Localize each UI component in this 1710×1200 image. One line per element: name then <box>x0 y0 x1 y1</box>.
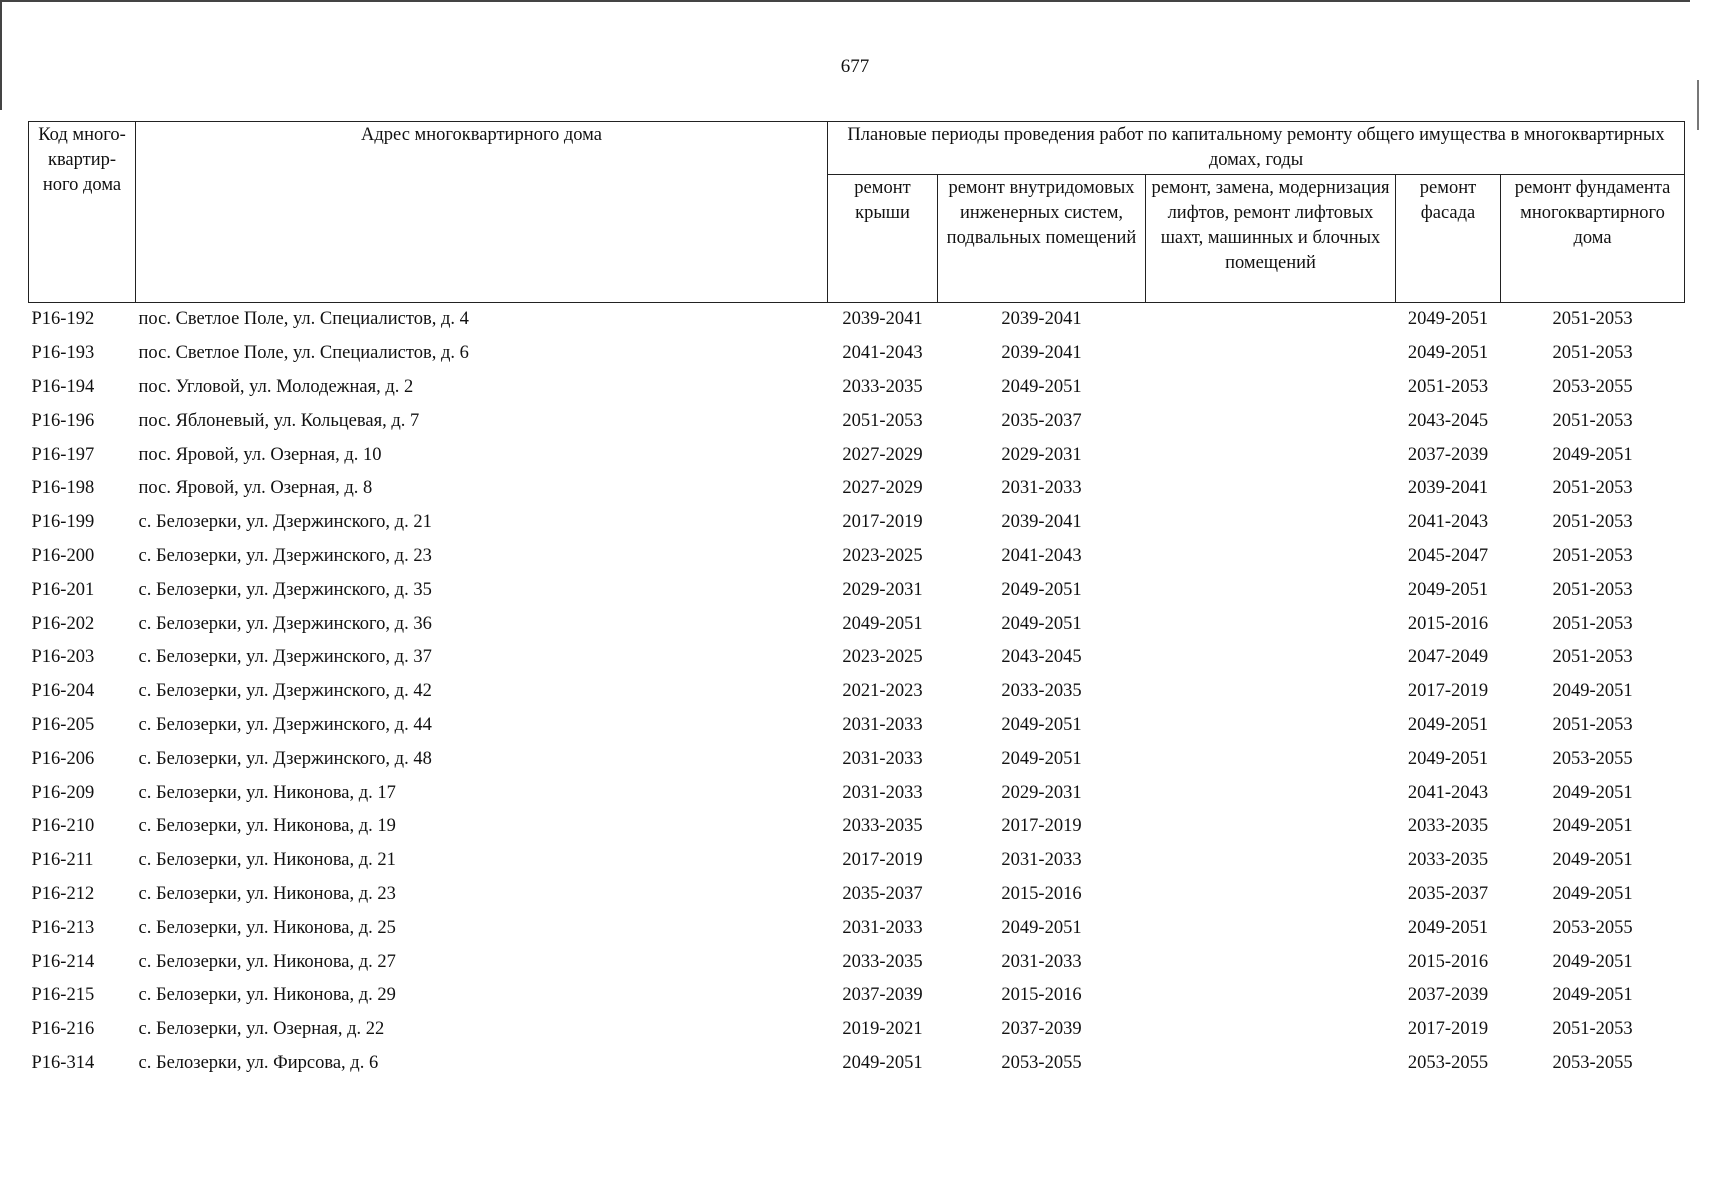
row-code: Р16-314 <box>31 1052 95 1073</box>
row-code: Р16-197 <box>31 444 95 465</box>
row-address: с. Белозерки, ул. Дзержинского, д. 35 <box>138 579 432 600</box>
table-row <box>29 911 1685 945</box>
row-roof-period: 2027-2029 <box>842 444 923 465</box>
row-address: с. Белозерки, ул. Фирсова, д. 6 <box>138 1052 379 1073</box>
row-foundation-period: 2049-2051 <box>1552 883 1633 904</box>
row-lifts-period <box>1146 776 1396 810</box>
row-lifts-period <box>1146 438 1396 472</box>
row-lifts-period <box>1146 945 1396 979</box>
header-planned-periods: Плановые периоды проведения работ по капитальному ремонту общего имущества в многоквартирных домах, годы <box>828 122 1685 175</box>
row-systems-period: 2053-2055 <box>1001 1052 1082 1073</box>
row-code: Р16-216 <box>31 1019 95 1040</box>
header-code: Код много-квартир-ного дома <box>29 122 136 303</box>
table-row <box>29 1013 1685 1047</box>
header-address: Адрес многоквартирного дома <box>136 122 828 303</box>
row-facade-period: 2049-2051 <box>1407 579 1489 600</box>
scan-border-top <box>0 0 1690 2</box>
scan-border-left <box>0 0 2 110</box>
row-foundation-period: 2051-2053 <box>1552 309 1633 330</box>
row-foundation-period: 2051-2053 <box>1552 613 1633 634</box>
row-roof-period: 2035-2037 <box>842 883 923 904</box>
row-address: пос. Яровой, ул. Озерная, д. 10 <box>138 444 382 465</box>
table-row <box>29 979 1685 1013</box>
row-roof-period: 2041-2043 <box>842 343 923 364</box>
row-address: пос. Светлое Поле, ул. Специалистов, д. 4 <box>138 309 469 330</box>
row-roof-period: 2021-2023 <box>842 681 923 702</box>
row-address: с. Белозерки, ул. Дзержинского, д. 23 <box>138 545 432 566</box>
row-roof-period: 2031-2033 <box>842 782 923 803</box>
row-address: с. Белозерки, ул. Никонова, д. 25 <box>138 917 396 938</box>
row-code: Р16-194 <box>31 376 95 397</box>
table-header <box>29 122 1685 303</box>
row-facade-period: 2017-2019 <box>1407 681 1489 702</box>
row-address: с. Белозерки, ул. Никонова, д. 19 <box>138 816 396 837</box>
row-lifts-period <box>1146 371 1396 405</box>
row-facade-period: 2047-2049 <box>1407 647 1489 668</box>
header-foundation: ремонт фундамента многоквартирного дома <box>1501 175 1685 303</box>
scan-edge-mark <box>1697 80 1699 130</box>
row-address: пос. Светлое Поле, ул. Специалистов, д. 6 <box>138 343 469 364</box>
row-roof-period: 2023-2025 <box>842 647 923 668</box>
row-lifts-period <box>1146 1013 1396 1047</box>
table-row <box>29 1047 1685 1081</box>
row-code: Р16-210 <box>31 816 95 837</box>
row-facade-period: 2017-2019 <box>1407 1019 1489 1040</box>
row-code: Р16-193 <box>31 343 95 364</box>
row-facade-period: 2049-2051 <box>1407 917 1489 938</box>
row-systems-period: 2039-2041 <box>1001 512 1082 533</box>
row-foundation-period: 2049-2051 <box>1552 782 1633 803</box>
row-code: Р16-206 <box>31 748 95 769</box>
table-row <box>29 540 1685 574</box>
row-facade-period: 2049-2051 <box>1407 714 1489 735</box>
table-row <box>29 810 1685 844</box>
row-address: пос. Яблоневый, ул. Кольцевая, д. 7 <box>138 410 420 431</box>
row-roof-period: 2051-2053 <box>842 410 923 431</box>
row-lifts-period <box>1146 472 1396 506</box>
row-systems-period: 2049-2051 <box>1001 579 1082 600</box>
row-facade-period: 2041-2043 <box>1407 512 1489 533</box>
row-roof-period: 2037-2039 <box>842 985 923 1006</box>
row-lifts-period <box>1146 303 1396 337</box>
table-row <box>29 776 1685 810</box>
row-lifts-period <box>1146 878 1396 912</box>
row-foundation-period: 2051-2053 <box>1552 512 1633 533</box>
row-roof-period: 2031-2033 <box>842 748 923 769</box>
row-lifts-period <box>1146 573 1396 607</box>
row-roof-period: 2027-2029 <box>842 478 923 499</box>
row-facade-period: 2037-2039 <box>1407 985 1489 1006</box>
row-roof-period: 2039-2041 <box>842 309 923 330</box>
row-systems-period: 2031-2033 <box>1001 850 1082 871</box>
row-code: Р16-192 <box>31 309 95 330</box>
row-systems-period: 2041-2043 <box>1001 545 1082 566</box>
row-foundation-period: 2051-2053 <box>1552 478 1633 499</box>
row-systems-period: 2049-2051 <box>1001 376 1082 397</box>
repair-schedule-table <box>28 121 1685 1080</box>
row-lifts-period <box>1146 641 1396 675</box>
row-foundation-period: 2051-2053 <box>1552 1019 1633 1040</box>
row-roof-period: 2033-2035 <box>842 816 923 837</box>
header-engineering-systems: ремонт внутридомовых инженерных систем, подвальных помещений <box>938 175 1146 303</box>
table-row <box>29 945 1685 979</box>
row-systems-period: 2015-2016 <box>1001 985 1082 1006</box>
header-roof: ремонт крыши <box>828 175 938 303</box>
row-facade-period: 2041-2043 <box>1407 782 1489 803</box>
row-foundation-period: 2051-2053 <box>1552 647 1633 668</box>
row-address: с. Белозерки, ул. Дзержинского, д. 48 <box>138 748 432 769</box>
table-row <box>29 607 1685 641</box>
row-lifts-period <box>1146 1047 1396 1081</box>
row-code: Р16-212 <box>31 883 95 904</box>
row-systems-period: 2017-2019 <box>1001 816 1082 837</box>
row-lifts-period <box>1146 979 1396 1013</box>
row-roof-period: 2017-2019 <box>842 850 923 871</box>
row-systems-period: 2043-2045 <box>1001 647 1082 668</box>
row-address: с. Белозерки, ул. Дзержинского, д. 44 <box>138 714 432 735</box>
header-facade: ремонт фасада <box>1396 175 1501 303</box>
row-foundation-period: 2049-2051 <box>1552 951 1633 972</box>
row-foundation-period: 2049-2051 <box>1552 985 1633 1006</box>
row-code: Р16-205 <box>31 714 95 735</box>
row-lifts-period <box>1146 709 1396 743</box>
row-code: Р16-215 <box>31 985 95 1006</box>
row-foundation-period: 2053-2055 <box>1552 376 1633 397</box>
row-lifts-period <box>1146 540 1396 574</box>
row-roof-period: 2031-2033 <box>842 917 923 938</box>
row-address: с. Белозерки, ул. Никонова, д. 27 <box>138 951 396 972</box>
row-code: Р16-200 <box>31 545 95 566</box>
row-systems-period: 2035-2037 <box>1001 410 1082 431</box>
row-foundation-period: 2053-2055 <box>1552 917 1633 938</box>
row-lifts-period <box>1146 607 1396 641</box>
row-facade-period: 2037-2039 <box>1407 444 1489 465</box>
table-row <box>29 844 1685 878</box>
row-roof-period: 2019-2021 <box>842 1019 923 1040</box>
row-facade-period: 2051-2053 <box>1407 376 1489 397</box>
row-address: с. Белозерки, ул. Дзержинского, д. 21 <box>138 512 432 533</box>
row-roof-period: 2017-2019 <box>842 512 923 533</box>
header-lifts: ремонт, замена, модернизация лифтов, ремонт лифтовых шахт, машинных и блочных помещений <box>1146 175 1396 303</box>
row-foundation-period: 2053-2055 <box>1552 1052 1633 1073</box>
row-lifts-period <box>1146 404 1396 438</box>
row-foundation-period: 2051-2053 <box>1552 714 1633 735</box>
row-systems-period: 2039-2041 <box>1001 309 1082 330</box>
table-body <box>29 303 1685 1081</box>
row-address: с. Белозерки, ул. Никонова, д. 21 <box>138 850 396 871</box>
table-row <box>29 404 1685 438</box>
row-code: Р16-201 <box>31 579 95 600</box>
row-code: Р16-209 <box>31 782 95 803</box>
row-foundation-period: 2049-2051 <box>1552 444 1633 465</box>
row-roof-period: 2049-2051 <box>842 613 923 634</box>
row-lifts-period <box>1146 337 1396 371</box>
row-lifts-period <box>1146 742 1396 776</box>
row-code: Р16-214 <box>31 951 95 972</box>
row-systems-period: 2049-2051 <box>1001 613 1082 634</box>
row-systems-period: 2029-2031 <box>1001 782 1082 803</box>
row-roof-period: 2031-2033 <box>842 714 923 735</box>
row-address: с. Белозерки, ул. Дзержинского, д. 36 <box>138 613 432 634</box>
row-facade-period: 2053-2055 <box>1407 1052 1489 1073</box>
row-facade-period: 2049-2051 <box>1407 748 1489 769</box>
row-roof-period: 2029-2031 <box>842 579 923 600</box>
row-foundation-period: 2049-2051 <box>1552 816 1633 837</box>
row-code: Р16-199 <box>31 512 95 533</box>
row-foundation-period: 2053-2055 <box>1552 748 1633 769</box>
row-systems-period: 2039-2041 <box>1001 343 1082 364</box>
row-facade-period: 2045-2047 <box>1407 545 1489 566</box>
row-foundation-period: 2051-2053 <box>1552 545 1633 566</box>
table-row <box>29 675 1685 709</box>
table-row <box>29 573 1685 607</box>
row-lifts-period <box>1146 911 1396 945</box>
row-roof-period: 2049-2051 <box>842 1052 923 1073</box>
row-lifts-period <box>1146 675 1396 709</box>
row-address: с. Белозерки, ул. Дзержинского, д. 37 <box>138 647 432 668</box>
table-row <box>29 641 1685 675</box>
row-systems-period: 2049-2051 <box>1001 748 1082 769</box>
row-code: Р16-204 <box>31 681 95 702</box>
table-row <box>29 742 1685 776</box>
row-facade-period: 2033-2035 <box>1407 850 1489 871</box>
table-row <box>29 371 1685 405</box>
row-facade-period: 2033-2035 <box>1407 816 1489 837</box>
row-systems-period: 2029-2031 <box>1001 444 1082 465</box>
row-foundation-period: 2051-2053 <box>1552 343 1633 364</box>
row-address: с. Белозерки, ул. Никонова, д. 23 <box>138 883 396 904</box>
table-row <box>29 709 1685 743</box>
row-code: Р16-198 <box>31 478 95 499</box>
row-address: с. Белозерки, ул. Никонова, д. 29 <box>138 985 396 1006</box>
row-address: пос. Угловой, ул. Молодежная, д. 2 <box>138 376 414 397</box>
row-address: с. Белозерки, ул. Озерная, д. 22 <box>138 1019 385 1040</box>
row-code: Р16-213 <box>31 917 95 938</box>
row-lifts-period <box>1146 506 1396 540</box>
table-row <box>29 878 1685 912</box>
row-foundation-period: 2049-2051 <box>1552 681 1633 702</box>
row-facade-period: 2015-2016 <box>1407 951 1489 972</box>
row-foundation-period: 2049-2051 <box>1552 850 1633 871</box>
row-facade-period: 2049-2051 <box>1407 343 1489 364</box>
row-roof-period: 2023-2025 <box>842 545 923 566</box>
table-row <box>29 506 1685 540</box>
page-number: 677 <box>840 56 870 77</box>
row-code: Р16-196 <box>31 410 95 431</box>
row-systems-period: 2049-2051 <box>1001 917 1082 938</box>
table-row <box>29 303 1685 337</box>
row-roof-period: 2033-2035 <box>842 951 923 972</box>
row-code: Р16-202 <box>31 613 95 634</box>
row-facade-period: 2015-2016 <box>1407 613 1489 634</box>
row-address: с. Белозерки, ул. Никонова, д. 17 <box>138 782 396 803</box>
row-roof-period: 2033-2035 <box>842 376 923 397</box>
row-systems-period: 2037-2039 <box>1001 1019 1082 1040</box>
row-systems-period: 2049-2051 <box>1001 714 1082 735</box>
row-facade-period: 2039-2041 <box>1407 478 1489 499</box>
table-row <box>29 438 1685 472</box>
row-systems-period: 2033-2035 <box>1001 681 1082 702</box>
row-systems-period: 2031-2033 <box>1001 951 1082 972</box>
row-code: Р16-203 <box>31 647 95 668</box>
row-foundation-period: 2051-2053 <box>1552 410 1633 431</box>
row-foundation-period: 2051-2053 <box>1552 579 1633 600</box>
row-address: с. Белозерки, ул. Дзержинского, д. 42 <box>138 681 432 702</box>
table-row <box>29 472 1685 506</box>
row-code: Р16-211 <box>31 850 94 871</box>
table-row <box>29 337 1685 371</box>
row-lifts-period <box>1146 844 1396 878</box>
row-systems-period: 2015-2016 <box>1001 883 1082 904</box>
row-facade-period: 2049-2051 <box>1407 309 1489 330</box>
row-address: пос. Яровой, ул. Озерная, д. 8 <box>138 478 373 499</box>
row-systems-period: 2031-2033 <box>1001 478 1082 499</box>
row-facade-period: 2043-2045 <box>1407 410 1489 431</box>
row-facade-period: 2035-2037 <box>1407 883 1489 904</box>
row-lifts-period <box>1146 810 1396 844</box>
